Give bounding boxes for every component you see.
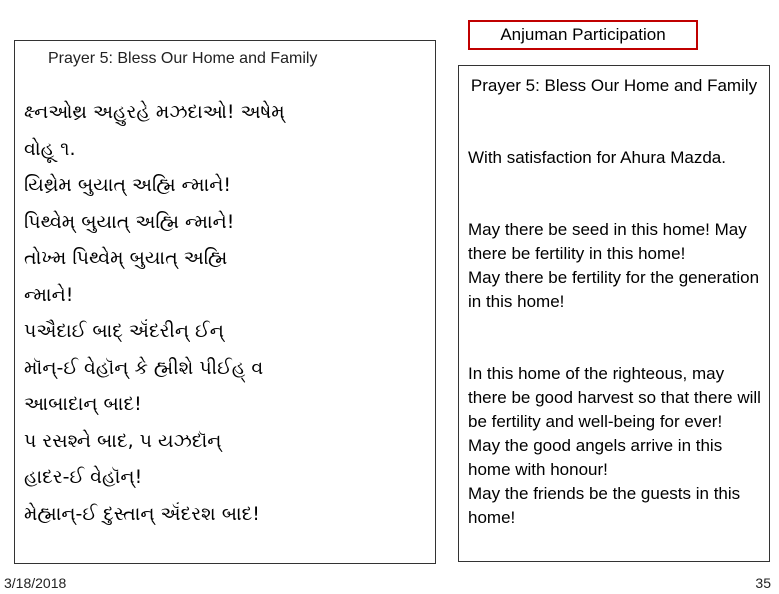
gujarati-line: હાદર-ઈ વેહૉન્! [24,466,143,488]
english-line: May the good angels arrive in this home with honour! [468,436,723,479]
gujarati-line: યિથ્રેમ બુયાત્ અહ્મિ ન્માને! [24,174,232,196]
gujarati-line: મૉન્-ઈ વેહૉન્ કે હ્મીશે પીઈહ્ વ [24,356,264,379]
english-line: In this home of the righteous, may there be good harvest so that there will be fertility and well-being for ever! [468,364,761,431]
gujarati-line: વોહૂ ૧. [24,137,76,160]
gujarati-line: તોખ્મ પિથ્વેમ્ બુયાત્ અહ્મિ [24,247,228,269]
gujarati-line: ક્ષ્નઓથ્ર અહુરહે મઝદાઓ! અષેમ્ [24,101,285,123]
gujarati-line: ન્માને! [24,283,74,306]
english-paragraph-3 [468,362,763,530]
english-paragraph-2 [468,218,763,314]
english-line: May there be seed in this home! May there be fertility in this home! [468,220,747,263]
gujarati-line: આબાદાન્ બાદ! [24,393,142,415]
gujarati-line: મેહ્માન્-ઈ દુસ્તાન્ ઍંદરશ બાદ! [24,502,260,525]
slide-date: 3/18/2018 [4,575,67,591]
left-heading: Prayer 5: Bless Our Home and Family [48,50,318,67]
gujarati-line: પિથ્વેમ્ બુયાત્ અહ્મિ ન્માને! [24,210,235,233]
english-line: May there be fertility for the generation in this home! [468,268,760,311]
english-line: May the friends be the guests in this home! [468,484,741,527]
gujarati-prayer-text [24,94,436,532]
gujarati-line: પ રસશ્ને બાદ, પ યઝદૉન્ [24,429,222,452]
gujarati-line: પઐદાઈ બાદ્ ઍંદરીન્ ઈન્ [24,320,224,342]
english-paragraph-1: With satisfaction for Ahura Mazda. [468,148,726,167]
slide-number: 35 [755,575,771,591]
anjuman-participation-tag: Anjuman Participation [468,20,698,50]
right-heading: Prayer 5: Bless Our Home and Family [470,76,758,95]
